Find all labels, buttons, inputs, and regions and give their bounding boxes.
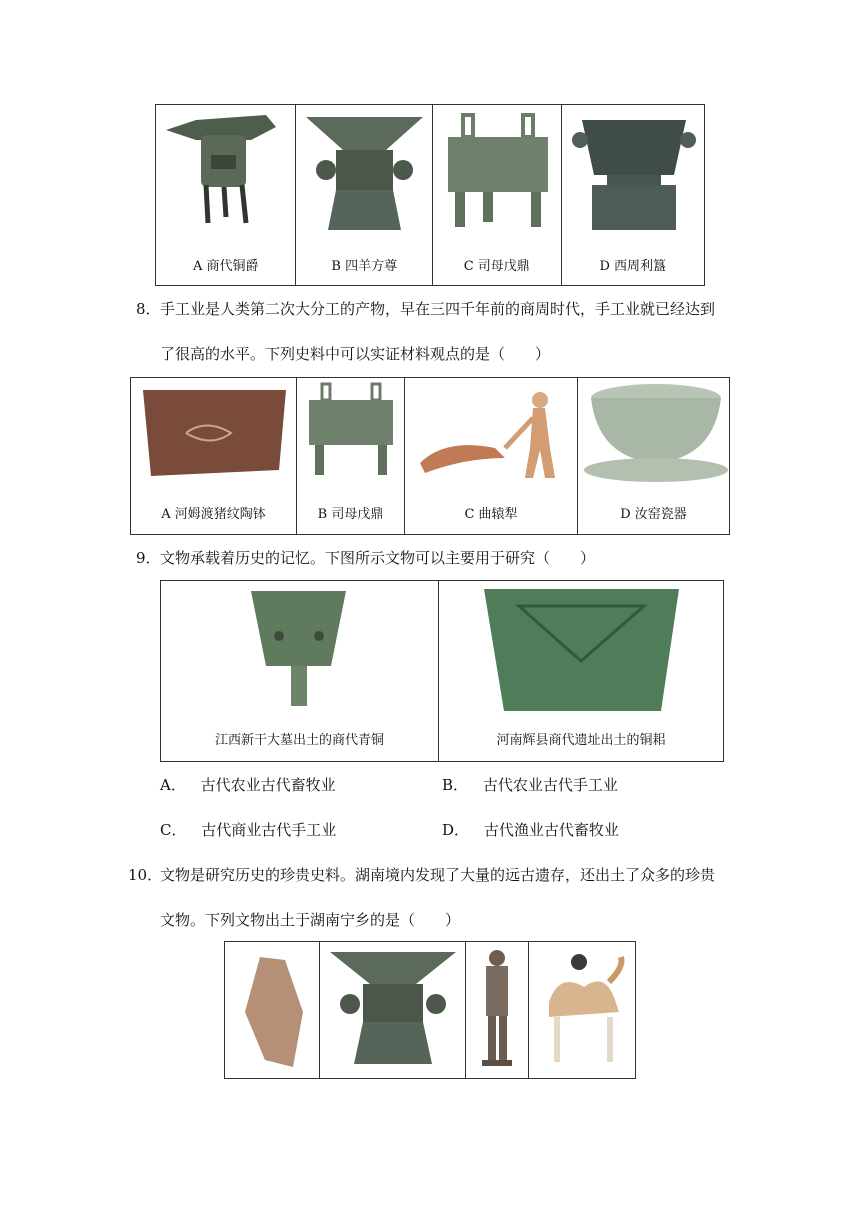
li-gui-image — [562, 105, 706, 250]
bronze-jue-image — [156, 105, 296, 250]
q8-stem-line2: 了很高的水平。下列史料中可以实证材料观点的是（ ） — [160, 345, 551, 363]
option-letter: D． — [442, 821, 470, 839]
cell-bronze-bell — [161, 581, 438, 761]
cell-plough — [404, 378, 577, 534]
caption-q9-left: 江西新干大墓出土的商代青铜 — [214, 733, 384, 748]
cell-ding-q8 — [296, 378, 404, 534]
artifact-table-1 — [155, 104, 705, 286]
caption-q8-c: C 曲辕犁 — [464, 507, 518, 522]
q9-number: 9． — [136, 549, 161, 567]
artifact-table-q9 — [160, 580, 724, 762]
cell-zun — [295, 105, 432, 285]
caption-b: B 四羊方尊 — [331, 259, 398, 274]
cell-zun-q10 — [319, 942, 465, 1078]
bronze-artifact-image — [161, 581, 438, 721]
four-ram-square-zun-image — [296, 105, 433, 250]
q8-number: 8． — [136, 300, 161, 318]
caption-c: C 司母戊鼎 — [463, 259, 530, 274]
cell-bronze-si — [438, 581, 723, 761]
caption-q8-a: A 河姆渡猪纹陶钵 — [161, 507, 266, 522]
option-text: 古代渔业古代畜牧业 — [483, 821, 619, 839]
q9-option-b[interactable] — [442, 775, 618, 795]
q10-number: 10． — [128, 866, 163, 884]
q9-option-c[interactable] — [160, 820, 336, 840]
caption-a: A 商代铜爵 — [192, 259, 259, 274]
q9-option-d[interactable] — [442, 820, 619, 840]
option-letter: A． — [160, 776, 186, 794]
cell-oracle-bone — [225, 942, 319, 1078]
artifact-table-q10 — [224, 941, 636, 1079]
caption-q8-d: D 汝窑瓷器 — [620, 507, 687, 522]
cell-terracotta — [465, 942, 528, 1078]
tang-sancai-camel-image — [529, 942, 636, 1078]
cell-ru-ware — [577, 378, 729, 534]
bronze-si-spade-image — [439, 581, 724, 721]
caption-q8-b: B 司母戊鼎 — [317, 507, 384, 522]
artifact-table-q8 — [130, 377, 730, 535]
option-text: 古代农业古代畜牧业 — [200, 776, 336, 794]
option-text: 古代商业古代手工业 — [201, 821, 337, 839]
q9-stem: 文物承载着历史的记忆。下图所示文物可以主要用于研究（ ） — [160, 549, 596, 567]
simuwu-ding-image — [297, 378, 405, 488]
cell-pottery-bowl — [131, 378, 296, 534]
option-letter: B． — [442, 776, 469, 794]
cell-tang-camel — [528, 942, 635, 1078]
pig-pattern-pottery-bowl-image — [131, 378, 296, 488]
ru-kiln-porcelain-image — [578, 378, 730, 488]
terracotta-warrior-image — [466, 942, 529, 1078]
caption-q9-right: 河南辉县商代遗址出土的铜耜 — [496, 733, 666, 748]
curved-shaft-plough-image — [405, 378, 578, 488]
q8-stem-line1: 手工业是人类第二次大分工的产物，早在三四千年前的商周时代，手工业就已经达到 — [160, 300, 716, 318]
cell-ding — [432, 105, 561, 285]
q10-stem-line1: 文物是研究历史的珍贵史料。湖南境内发现了大量的远古遗存，还出土了众多的珍贵 — [160, 866, 716, 884]
caption-d: D 西周利簋 — [599, 259, 667, 274]
cell-gui — [561, 105, 704, 285]
cell-jue — [156, 105, 295, 285]
oracle-bone-image — [225, 942, 319, 1078]
simuwu-ding-image — [433, 105, 562, 250]
four-ram-square-zun-image — [320, 942, 466, 1078]
q10-stem-line2: 文物。下列文物出土于湖南宁乡的是（ ） — [160, 911, 461, 929]
q9-option-a[interactable] — [160, 775, 336, 795]
option-letter: C． — [160, 821, 187, 839]
option-text: 古代农业古代手工业 — [482, 776, 618, 794]
